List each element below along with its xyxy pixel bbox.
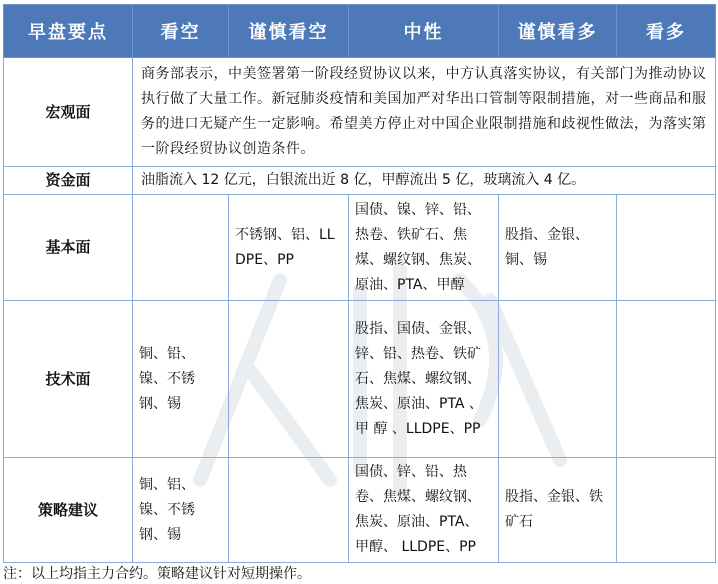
technical-bullish	[617, 301, 716, 458]
row-label-funds: 资金面	[4, 167, 133, 195]
header-bearish: 看空	[133, 5, 229, 58]
row-label-strategy: 策略建议	[4, 458, 133, 563]
fundamental-bearish	[133, 195, 229, 301]
technical-bearish: 铜、铅、镍、不锈钢、锡	[133, 301, 229, 458]
technical-neutral: 股指、国债、金银、锌、铅、热卷、铁矿石、焦煤、螺纹钢、焦炭、原油、PTA 、 甲 醇 、LLDPE、PP	[349, 301, 499, 458]
header-row	[4, 5, 716, 58]
technical-cautious-bullish	[499, 301, 617, 458]
row-label-technical: 技术面	[4, 301, 133, 458]
header-cautious-bullish: 谨慎看多	[499, 5, 617, 58]
strategy-bearish: 铜、铝、镍、不锈钢、锡	[133, 458, 229, 563]
table-row-funds	[4, 167, 716, 195]
strategy-cautious-bullish: 股指、金银、铁矿石	[499, 458, 617, 563]
fundamental-bullish	[617, 195, 716, 301]
header-key-points: 早盘要点	[4, 5, 133, 58]
funds-text: 油脂流入 12 亿元，白银流出近 8 亿，甲醇流出 5 亿，玻璃流入 4 亿。	[133, 167, 716, 195]
header-cautious-bearish: 谨慎看空	[229, 5, 349, 58]
outlook-table	[3, 4, 716, 563]
header-bullish: 看多	[617, 5, 716, 58]
table-row-fundamental	[4, 195, 716, 301]
footnote: 注：以上均指主力合约。策略建议针对短期操作。	[3, 566, 311, 582]
row-label-macro: 宏观面	[4, 58, 133, 167]
table-row-macro	[4, 58, 716, 167]
row-label-fundamental: 基本面	[4, 195, 133, 301]
technical-cautious-bearish	[229, 301, 349, 458]
strategy-neutral: 国债、锌、铅、热卷、焦煤、螺纹钢、焦炭、原油、PTA、甲醇、 LLDPE、PP	[349, 458, 499, 563]
fundamental-neutral: 国债、镍、锌、铅、热卷、铁矿石、焦煤、螺纹钢、焦炭、原油、PTA、甲醇	[349, 195, 499, 301]
strategy-cautious-bearish	[229, 458, 349, 563]
fundamental-cautious-bearish: 不锈钢、铝、LLDPE、PP	[229, 195, 349, 301]
fundamental-cautious-bullish: 股指、金银、铜、锡	[499, 195, 617, 301]
table-row-strategy	[4, 458, 716, 563]
macro-text: 商务部表示，中美签署第一阶段经贸协议以来，中方认真落实协议，有关部门为推动协议执行做了大量工作。新冠肺炎疫情和美国加严对华出口管制等限制措施，对一些商品和服务的进口无疑产生一定影响。希望美方停止对中国企业限制措施和歧视性做法，为落实第一阶段经贸协议创造条件。	[133, 58, 716, 167]
strategy-bullish	[617, 458, 716, 563]
header-neutral: 中性	[349, 5, 499, 58]
outlook-table-container	[3, 4, 715, 563]
table-row-technical	[4, 301, 716, 458]
